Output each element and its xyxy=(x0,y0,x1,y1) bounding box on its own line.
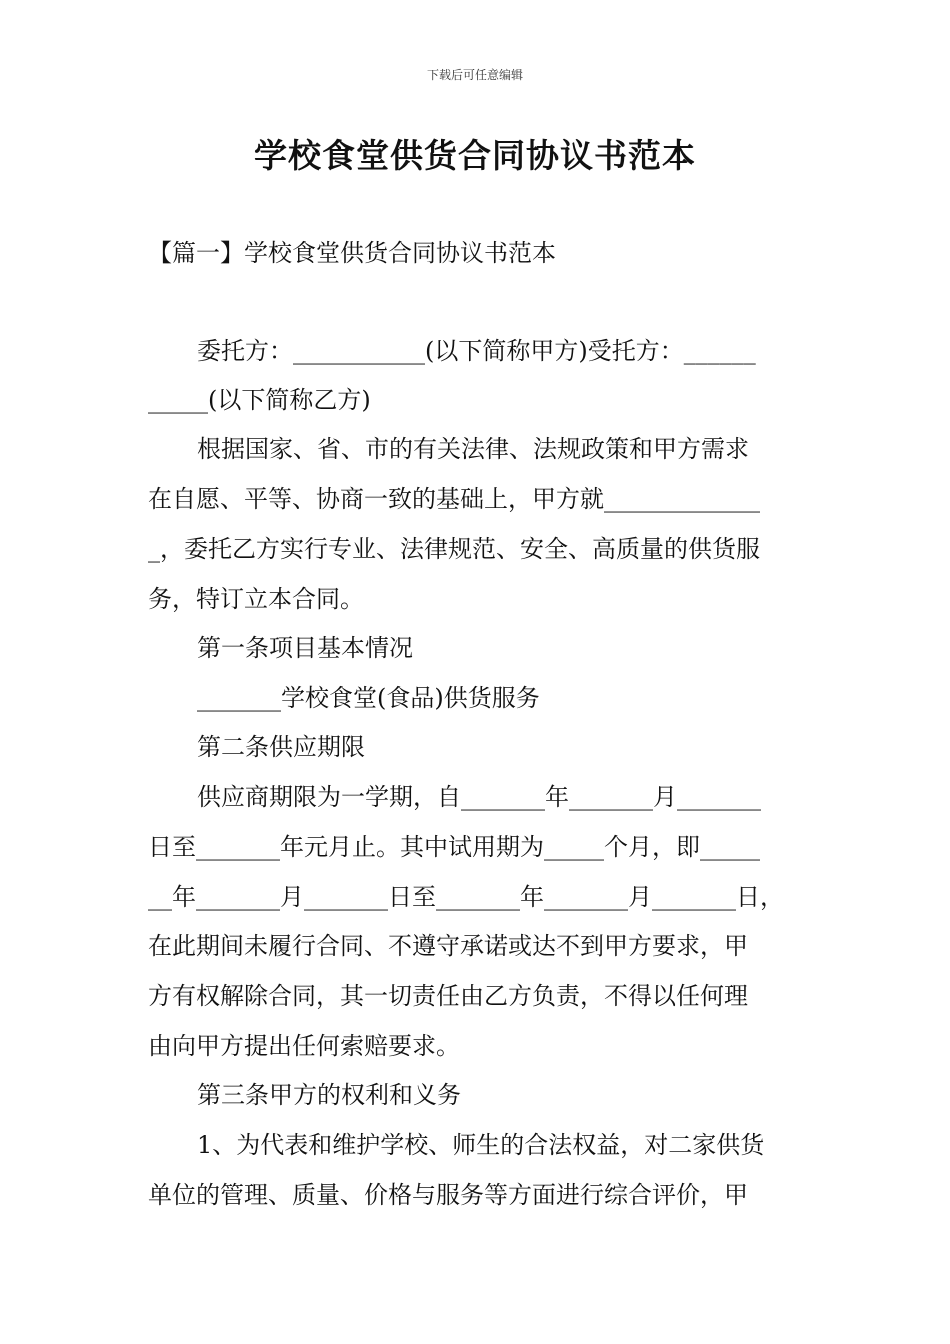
article-heading: 第一条项目基本情况 xyxy=(197,634,413,662)
header-note: 下载后可任意编辑 xyxy=(426,68,523,82)
paragraph-line: 在此期间未履行合同、不遵守承诺或达不到甲方要求，甲 xyxy=(148,932,748,960)
paragraph-line: 方有权解除合同，其一切责任由乙方负责，不得以任何理 xyxy=(148,982,748,1010)
paragraph-line: 供应商期限为一学期，自_______年_______月_______ xyxy=(197,783,761,811)
paragraph-line: 日至_______年元月止。其中试用期为_____个月，即_____ xyxy=(148,833,760,861)
document-title: 学校食堂供货合同协议书范本 xyxy=(254,136,696,175)
paragraph-line: 由向甲方提出任何索赔要求。 xyxy=(148,1032,460,1060)
paragraph-line: 1、为代表和维护学校、师生的合法权益，对二家供货 xyxy=(197,1131,765,1159)
section-heading: 【篇一】学校食堂供货合同协议书范本 xyxy=(148,239,556,267)
paragraph-line: 务，特订立本合同。 xyxy=(148,585,364,613)
paragraph-line: _，委托乙方实行专业、法律规范、安全、高质量的供货服 xyxy=(148,535,760,563)
paragraph-line: _____(以下简称乙方) xyxy=(148,386,371,414)
paragraph-line: 根据国家、省、市的有关法律、法规政策和甲方需求 xyxy=(197,435,749,463)
paragraph-line: __年_______月_______日至_______年_______月_______日， xyxy=(148,883,784,911)
paragraph-line: _______学校食堂(食品)供货服务 xyxy=(197,684,540,712)
article-heading: 第二条供应期限 xyxy=(197,733,365,761)
paragraph-line: 在自愿、平等、协商一致的基础上，甲方就_____________ xyxy=(148,485,760,513)
paragraph-line: 委托方：___________(以下简称甲方)受托方：______ xyxy=(197,337,756,365)
article-heading: 第三条甲方的权利和义务 xyxy=(197,1081,461,1109)
paragraph-line: 单位的管理、质量、价格与服务等方面进行综合评价，甲 xyxy=(148,1181,748,1209)
